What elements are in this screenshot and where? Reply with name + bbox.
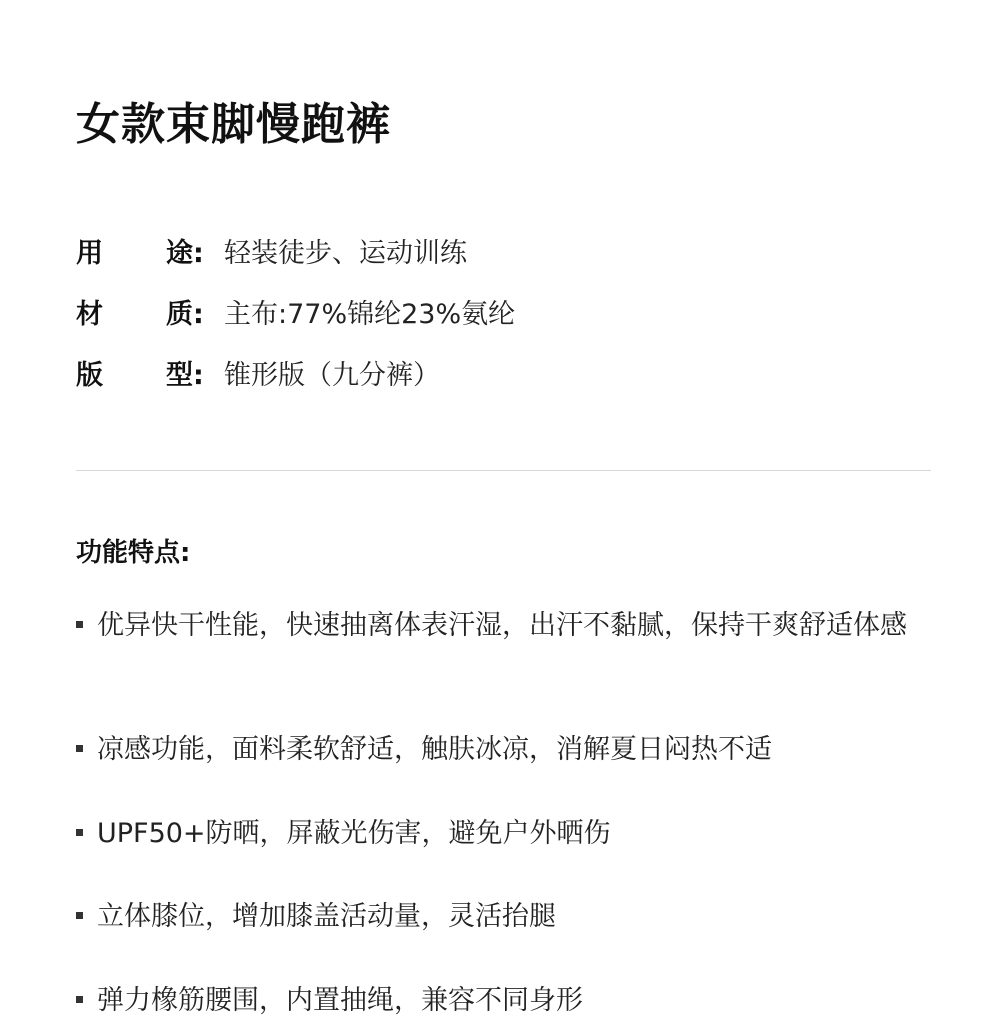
product-title: 女款束脚慢跑裤 [76, 99, 391, 150]
feature-item-sun-protection [76, 815, 966, 853]
feature-item-articulated-knee [76, 898, 966, 936]
square-bullet-icon [76, 829, 83, 836]
spec-label-usage-first: 用 [76, 238, 103, 269]
feature-text: UPF50+防晒，屏蔽光伤害，避免户外晒伤 [97, 818, 611, 849]
spec-row-fit [76, 348, 956, 409]
feature-item-cooling [76, 731, 966, 769]
feature-text: 凉感功能，面料柔软舒适，触肤冰凉，消解夏日闷热不适 [97, 734, 772, 765]
section-divider [76, 470, 931, 471]
spec-label-usage-second: 途: [166, 238, 204, 269]
square-bullet-icon [76, 745, 83, 752]
square-bullet-icon [76, 621, 83, 628]
square-bullet-icon [76, 912, 83, 919]
feature-text: 立体膝位，增加膝盖活动量，灵活抬腿 [97, 901, 556, 932]
feature-text: 优异快干性能，快速抽离体表汗湿，出汗不黏腻，保持干爽舒适体感 [97, 610, 907, 641]
spec-label-material-first: 材 [76, 299, 103, 330]
spec-value-material: 主布:77%锦纶23%氨纶 [224, 299, 516, 330]
spec-label-material-second: 质: [166, 299, 204, 330]
features-heading: 功能特点: [76, 538, 191, 568]
spec-list [76, 226, 956, 409]
spec-value-fit: 锥形版（九分裤） [224, 360, 440, 391]
feature-item-quick-dry [76, 607, 966, 645]
feature-text: 弹力橡筋腰围，内置抽绳，兼容不同身形 [97, 985, 583, 1016]
spec-value-usage: 轻装徒步、运动训练 [224, 238, 467, 269]
square-bullet-icon [76, 996, 83, 1003]
spec-row-material [76, 287, 956, 348]
spec-row-usage [76, 226, 956, 287]
feature-item-elastic-waist [76, 982, 966, 1020]
spec-label-fit-first: 版 [76, 360, 103, 391]
spec-label-fit-second: 型: [166, 360, 204, 391]
